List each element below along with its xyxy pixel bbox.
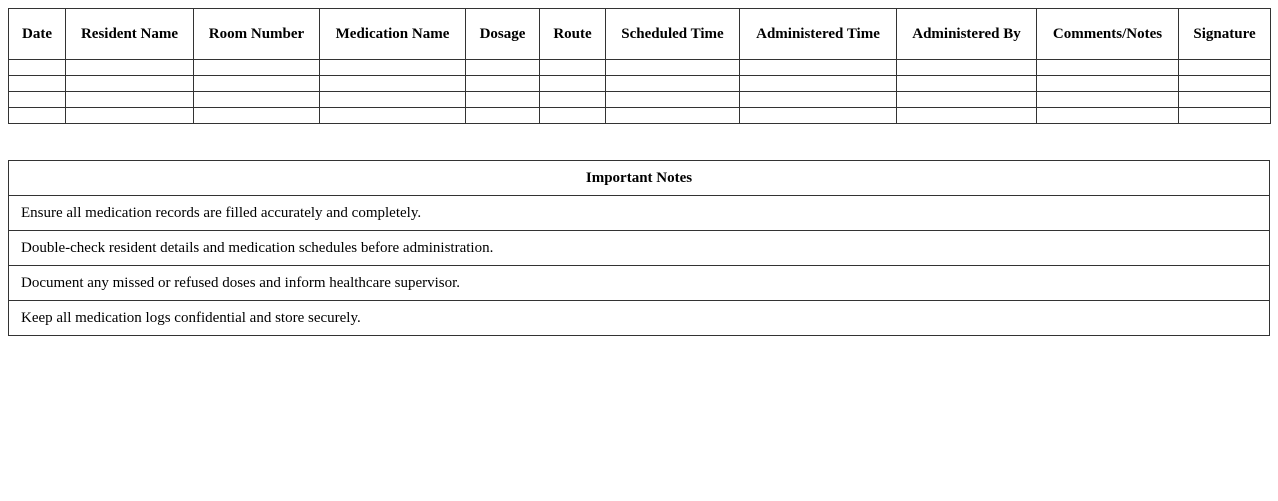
note-row — [9, 231, 1270, 266]
log-cell-resident-name[interactable] — [66, 108, 194, 124]
log-cell-signature[interactable] — [1179, 76, 1271, 92]
log-cell-route[interactable] — [540, 92, 606, 108]
note-item: Ensure all medication records are filled accurately and completely. — [9, 196, 1270, 231]
log-cell-comments-notes[interactable] — [1037, 60, 1179, 76]
log-cell-comments-notes[interactable] — [1037, 108, 1179, 124]
log-cell-date[interactable] — [9, 76, 66, 92]
column-header-route: Route — [540, 9, 606, 60]
log-cell-administered-by[interactable] — [897, 60, 1037, 76]
column-header-administered-by: Administered By — [897, 9, 1037, 60]
note-row — [9, 196, 1270, 231]
log-cell-medication-name[interactable] — [320, 60, 466, 76]
log-cell-administered-time[interactable] — [740, 60, 897, 76]
column-header-scheduled-time: Scheduled Time — [606, 9, 740, 60]
log-cell-signature[interactable] — [1179, 60, 1271, 76]
log-entry-row — [9, 92, 1271, 108]
important-notes-table — [8, 160, 1270, 336]
log-cell-administered-by[interactable] — [897, 92, 1037, 108]
column-header-medication-name: Medication Name — [320, 9, 466, 60]
note-item: Keep all medication logs confidential and store securely. — [9, 301, 1270, 336]
column-header-comments-notes: Comments/Notes — [1037, 9, 1179, 60]
log-cell-medication-name[interactable] — [320, 92, 466, 108]
log-cell-scheduled-time[interactable] — [606, 76, 740, 92]
log-cell-dosage[interactable] — [466, 108, 540, 124]
log-cell-scheduled-time[interactable] — [606, 108, 740, 124]
log-cell-administered-by[interactable] — [897, 108, 1037, 124]
log-cell-room-number[interactable] — [194, 92, 320, 108]
log-cell-route[interactable] — [540, 60, 606, 76]
log-cell-signature[interactable] — [1179, 92, 1271, 108]
log-cell-comments-notes[interactable] — [1037, 76, 1179, 92]
log-cell-resident-name[interactable] — [66, 60, 194, 76]
column-header-date: Date — [9, 9, 66, 60]
log-cell-administered-time[interactable] — [740, 108, 897, 124]
log-cell-dosage[interactable] — [466, 60, 540, 76]
medication-log-table — [8, 8, 1271, 124]
log-cell-administered-time[interactable] — [740, 76, 897, 92]
log-cell-room-number[interactable] — [194, 60, 320, 76]
notes-header-row — [9, 161, 1270, 196]
log-cell-signature[interactable] — [1179, 108, 1271, 124]
log-cell-medication-name[interactable] — [320, 76, 466, 92]
log-header-row — [9, 9, 1271, 60]
log-cell-route[interactable] — [540, 108, 606, 124]
log-cell-date[interactable] — [9, 60, 66, 76]
log-cell-room-number[interactable] — [194, 108, 320, 124]
note-item: Document any missed or refused doses and inform healthcare supervisor. — [9, 266, 1270, 301]
log-cell-dosage[interactable] — [466, 92, 540, 108]
log-cell-medication-name[interactable] — [320, 108, 466, 124]
column-header-signature: Signature — [1179, 9, 1271, 60]
log-cell-date[interactable] — [9, 92, 66, 108]
log-cell-resident-name[interactable] — [66, 92, 194, 108]
log-body — [9, 60, 1271, 124]
note-row — [9, 301, 1270, 336]
log-cell-administered-time[interactable] — [740, 92, 897, 108]
note-item: Double-check resident details and medication schedules before administration. — [9, 231, 1270, 266]
log-entry-row — [9, 108, 1271, 124]
log-cell-room-number[interactable] — [194, 76, 320, 92]
notes-title: Important Notes — [9, 161, 1270, 196]
column-header-dosage: Dosage — [466, 9, 540, 60]
log-cell-comments-notes[interactable] — [1037, 92, 1179, 108]
log-cell-resident-name[interactable] — [66, 76, 194, 92]
log-cell-administered-by[interactable] — [897, 76, 1037, 92]
column-header-administered-time: Administered Time — [740, 9, 897, 60]
log-entry-row — [9, 60, 1271, 76]
column-header-room-number: Room Number — [194, 9, 320, 60]
log-cell-route[interactable] — [540, 76, 606, 92]
log-cell-date[interactable] — [9, 108, 66, 124]
log-cell-dosage[interactable] — [466, 76, 540, 92]
column-header-resident-name: Resident Name — [66, 9, 194, 60]
note-row — [9, 266, 1270, 301]
log-cell-scheduled-time[interactable] — [606, 92, 740, 108]
log-cell-scheduled-time[interactable] — [606, 60, 740, 76]
log-entry-row — [9, 76, 1271, 92]
